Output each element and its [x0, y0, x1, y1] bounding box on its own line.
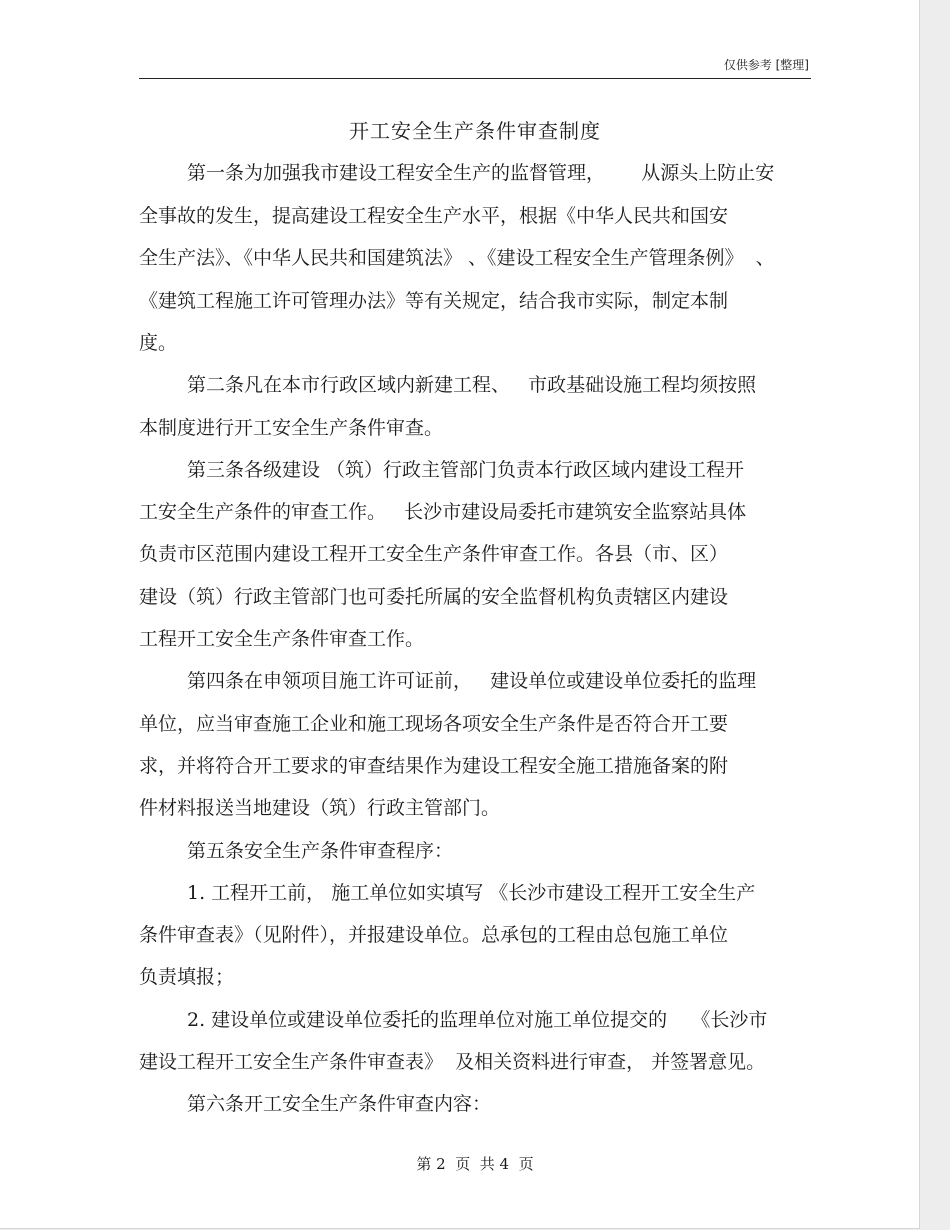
text-line: 建设工程开工安全生产条件审查表》 及相关资料进行审查， 并签署意见。 [139, 1051, 766, 1073]
text-line: 第三条各级建设 （筑）行政主管部门负责本行政区域内建设工程开 [187, 459, 745, 481]
text-line: 第六条开工安全生产条件审查内容： [187, 1093, 492, 1115]
header-note: 仅供参考 [整理] [723, 58, 809, 72]
text-line: 工程开工安全生产条件审查工作。 [139, 628, 425, 650]
page-header [139, 52, 811, 79]
text-line: 求，并将符合开工要求的审查结果作为建设工程安全施工措施备案的附 [139, 755, 729, 777]
text-line: 度。 [139, 332, 178, 354]
text-line: 全生产法》、《中华人民共和国建筑法》 、《建设工程安全生产管理条例》 、 [139, 247, 775, 269]
text-line: 《建筑工程施工许可管理办法》等有关规定，结合我市实际，制定本制 [139, 290, 729, 312]
text-line: 第二条凡在本市行政区域内新建工程、 市政基础设施工程均须按照 [187, 374, 757, 396]
text-line: 第五条安全生产条件审查程序： [187, 840, 454, 862]
text-line: 负责市区范围内建设工程开工安全生产条件审查工作。各县（市、区） [139, 543, 729, 565]
text-line: 第一条为加强我市建设工程安全生产的监督管理， 从源头上防止安 [187, 162, 775, 184]
page-number-footer: 第 2 页 共 4 页 [416, 1155, 534, 1173]
text-line: 建设（筑）行政主管部门也可委托所属的安全监督机构负责辖区内建设 [139, 586, 729, 608]
text-line: 条件审查表》（见附件），并报建设单位。总承包的工程由总包施工单位 [139, 924, 729, 946]
text-line: 本制度进行开工安全生产条件审查。 [139, 417, 444, 439]
text-line: 单位，应当审查施工企业和施工现场各项安全生产条件是否符合开工要 [139, 713, 729, 735]
text-line: 件材料报送当地建设（筑）行政主管部门。 [139, 797, 501, 819]
text-line: 第四条在申领项目施工许可证前， 建设单位或建设单位委托的监理 [187, 670, 757, 692]
text-line: 2. 建设单位或建设单位委托的监理单位对施工单位提交的 《长沙市 [187, 1009, 768, 1031]
text-line: 工安全生产条件的审查工作。 长沙市建设局委托市建筑安全监察站具体 [139, 501, 747, 523]
text-line: 负责填报； [139, 966, 235, 988]
text-line: 1. 工程开工前， 施工单位如实填写 《长沙市建设工程开工安全生产 [187, 882, 756, 904]
text-line: 全事故的发生，提高建设工程安全生产水平，根据《中华人民共和国安 [139, 205, 729, 227]
document-title: 开工安全生产条件审查制度 [349, 119, 601, 143]
